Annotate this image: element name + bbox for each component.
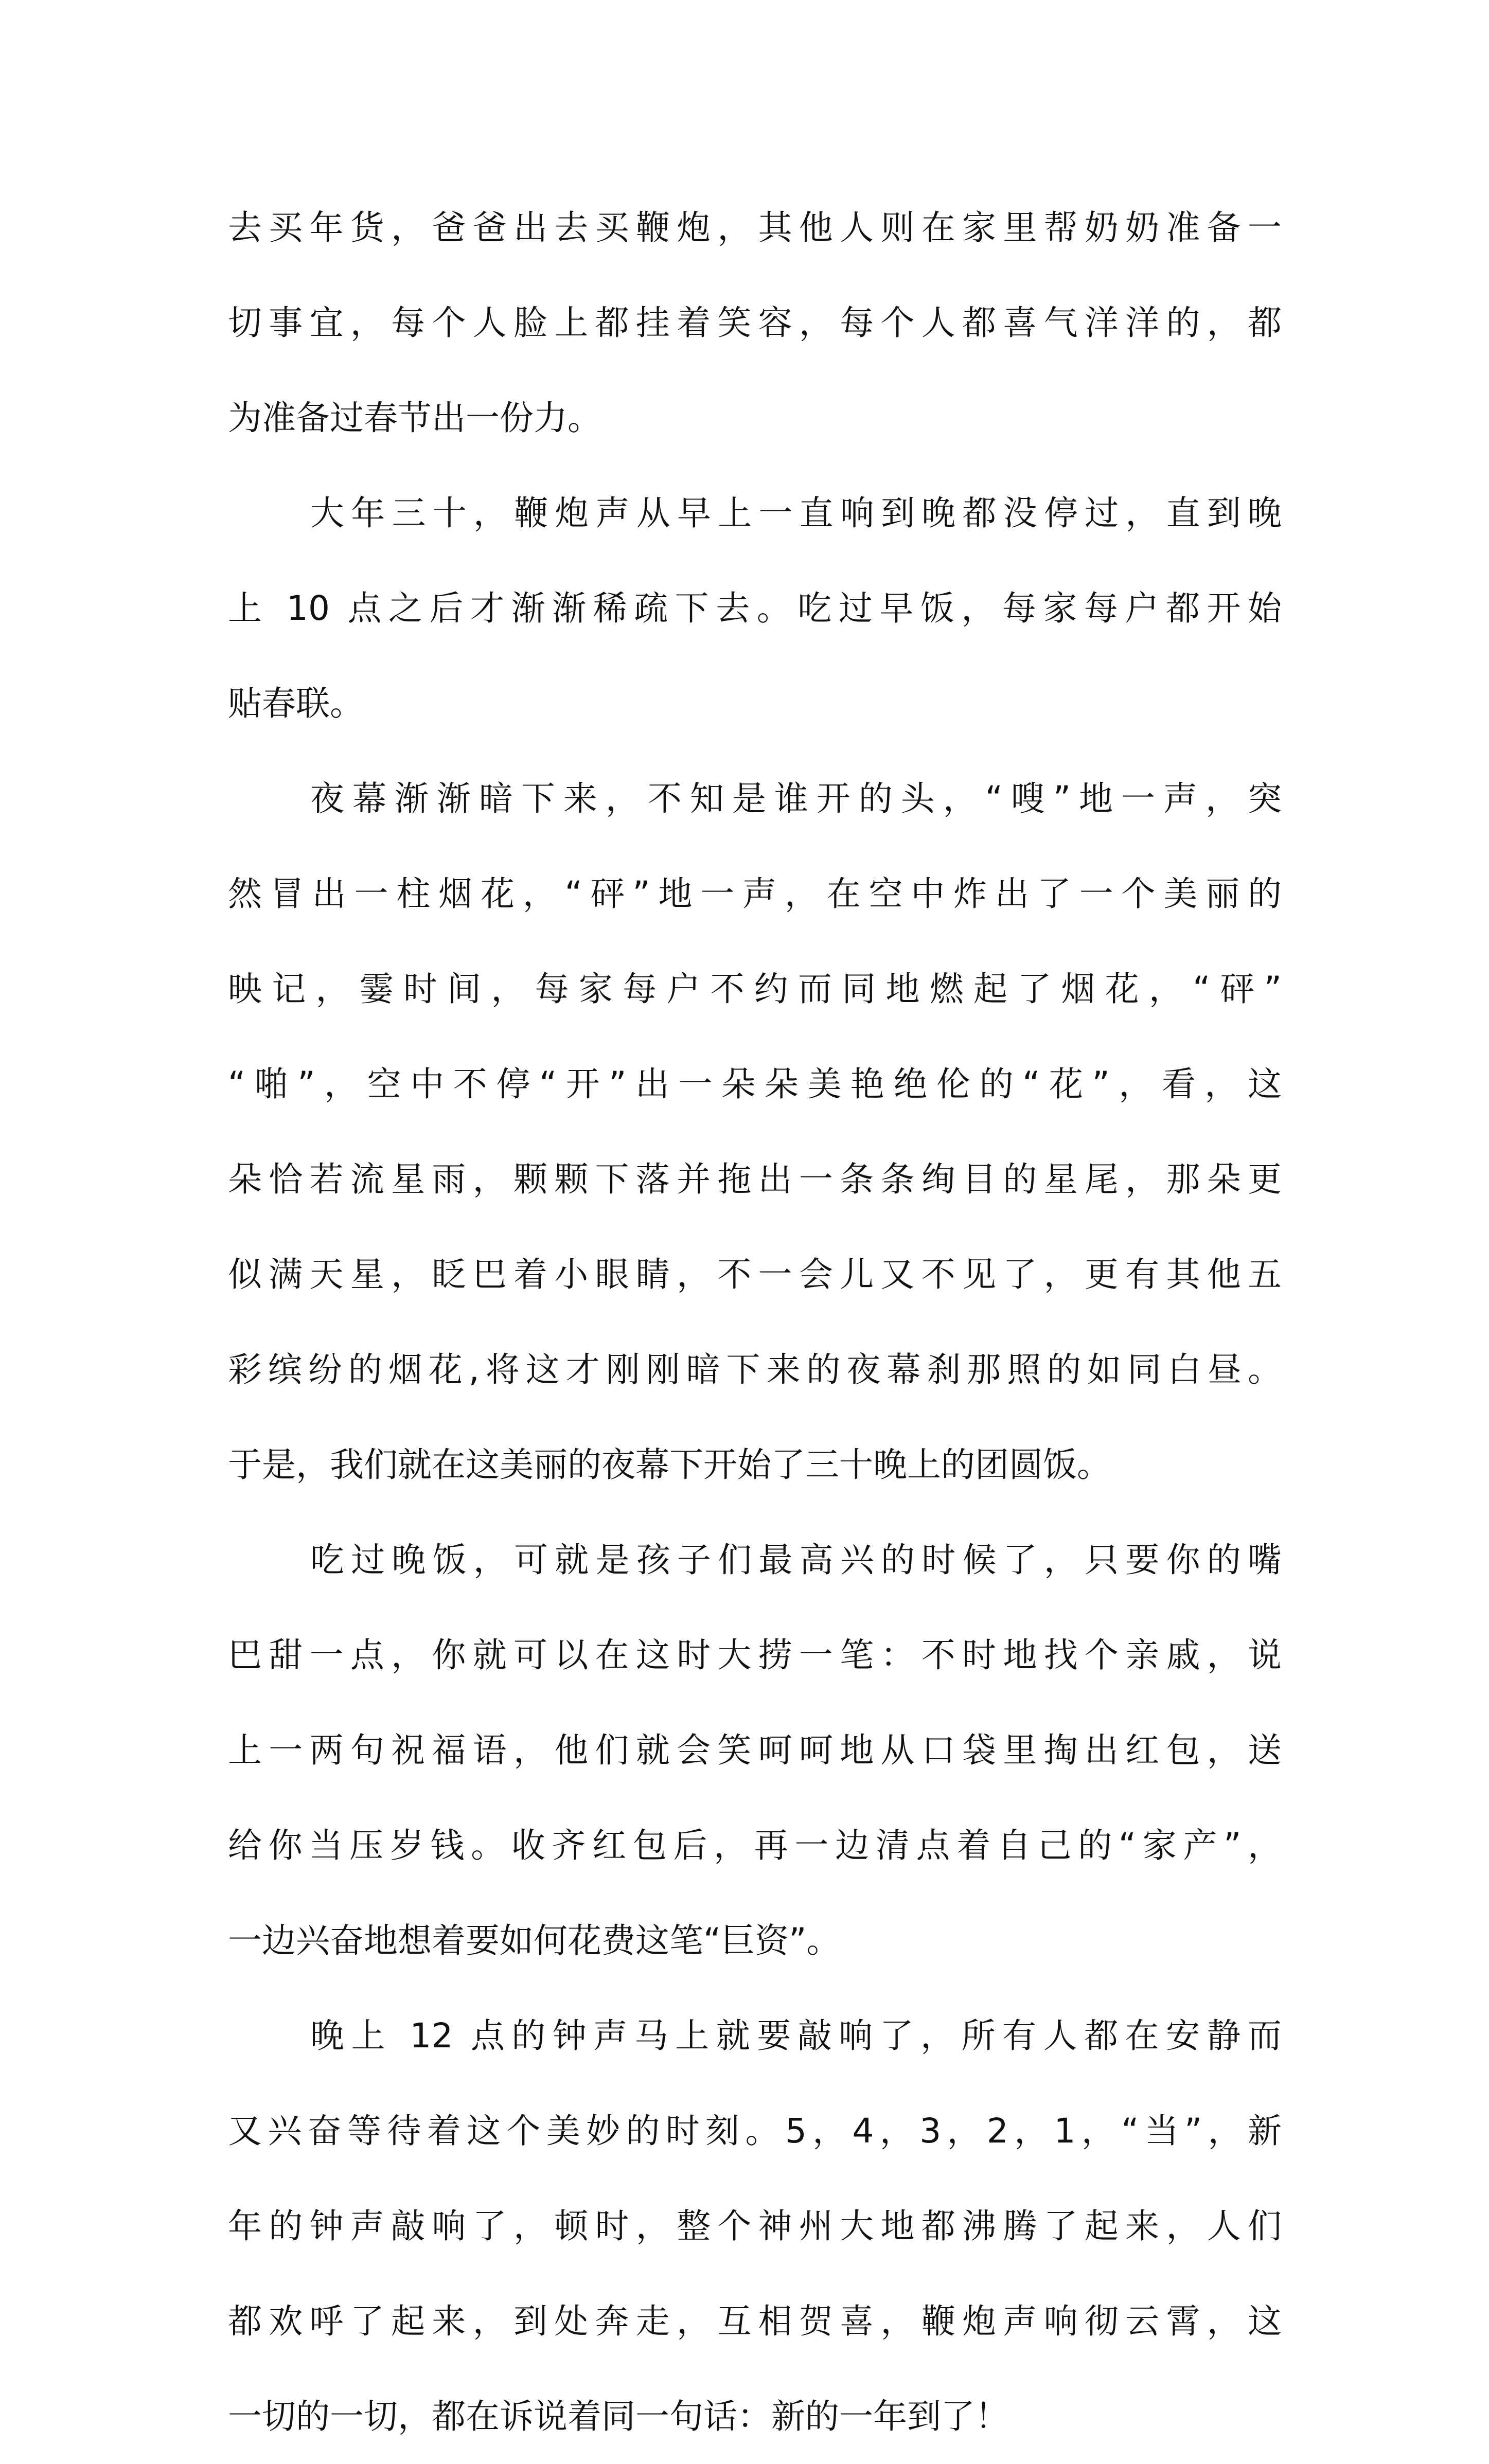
text-line-17: 上一两句祝福语，他们就会笑呵呵地从口袋里掏出红包，送 xyxy=(228,1730,1282,1770)
text-line-9: 映记，霎时间，每家每户不约而同地燃起了烟花，“砰” xyxy=(228,969,1282,1009)
text-line-2: 切事宜，每个人脸上都挂着笑容，每个人都喜气洋洋的，都 xyxy=(228,303,1282,343)
text-line-10: “啪”，空中不停“开”出一朵朵美艳绝伦的“花”，看，这 xyxy=(228,1064,1282,1104)
text-line-16: 巴甜一点，你就可以在这时大捞一笔：不时地找个亲戚，说 xyxy=(228,1635,1282,1675)
text-line-15: 吃过晚饭，可就是孩子们最高兴的时候了，只要你的嘴 xyxy=(310,1540,1282,1580)
text-line-24: 一切的一切，都在诉说着同一句话：新的一年到了！ xyxy=(228,2397,1009,2436)
text-line-11: 朵恰若流星雨，颗颗下落并拖出一条条绚目的星尾，那朵更 xyxy=(228,1159,1282,1199)
text-line-20: 晚上 12 点的钟声马上就要敲响了，所有人都在安静而 xyxy=(310,2016,1282,2056)
text-line-7: 夜幕渐渐暗下来，不知是谁开的头，“嗖”地一声，突 xyxy=(310,779,1282,818)
text-line-8: 然冒出一柱烟花，“砰”地一声，在空中炸出了一个美丽的 xyxy=(228,874,1282,914)
text-line-19: 一边兴奋地想着要如何花费这笔“巨资”。 xyxy=(228,1921,841,1960)
text-line-1: 去买年货，爸爸出去买鞭炮，其他人则在家里帮奶奶准备一 xyxy=(228,208,1282,247)
text-line-3: 为准备过春节出一份力。 xyxy=(228,398,601,438)
text-line-12: 似满天星，眨巴着小眼睛，不一会儿又不见了，更有其他五 xyxy=(228,1255,1282,1294)
text-line-18: 给你当压岁钱。收齐红包后，再一边清点着自己的“家产”， xyxy=(228,1826,1282,1865)
text-line-14: 于是，我们就在这美丽的夜幕下开始了三十晚上的团圆饭。 xyxy=(228,1445,1111,1485)
text-line-23: 都欢呼了起来，到处奔走，互相贺喜，鞭炮声响彻云霄，这 xyxy=(228,2301,1282,2341)
text-line-22: 年的钟声敲响了，顿时，整个神州大地都沸腾了起来，人们 xyxy=(228,2206,1282,2246)
text-line-5: 上 10 点之后才渐渐稀疏下去。吃过早饭，每家每户都开始 xyxy=(228,588,1282,628)
text-line-4: 大年三十，鞭炮声从早上一直响到晚都没停过，直到晚 xyxy=(310,493,1282,533)
text-line-21: 又兴奋等待着这个美妙的时刻。5，4，3，2，1，“当”，新 xyxy=(228,2111,1282,2151)
body-text xyxy=(228,180,1282,2464)
text-line-6: 贴春联。 xyxy=(228,684,364,723)
text-line-13: 彩缤纷的烟花,将这才刚刚暗下来的夜幕刹那照的如同白昼。 xyxy=(228,1350,1282,1389)
